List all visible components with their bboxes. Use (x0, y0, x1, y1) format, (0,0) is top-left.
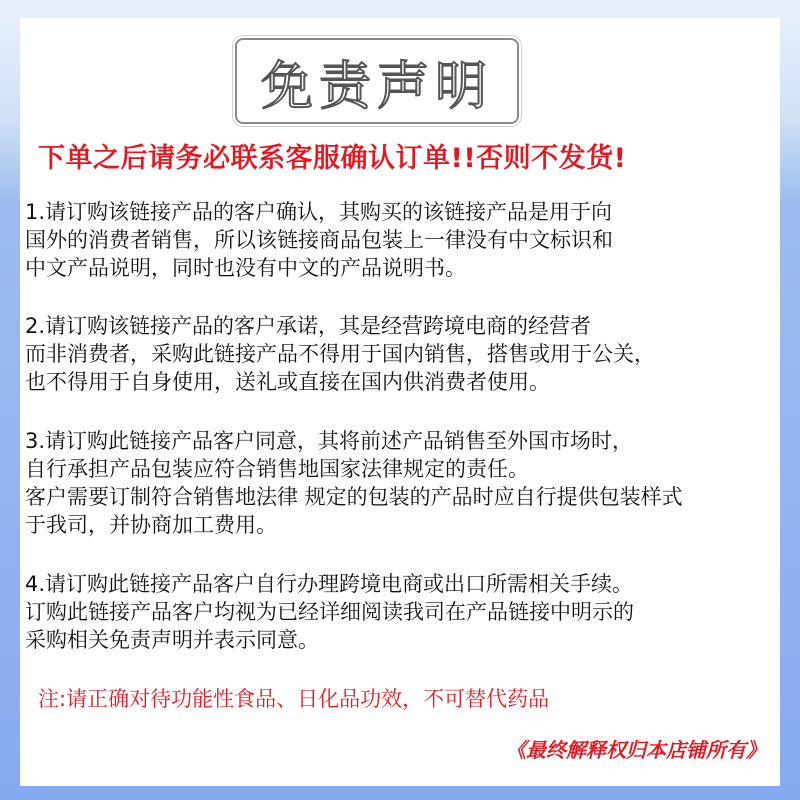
paragraph-line: 于我司，并协商加工费用。 (25, 513, 277, 537)
paragraph-line: 采购相关免责声明并表示同意。 (25, 628, 319, 652)
paragraph-line: 也不得用于自身使用，送礼或直接在国内供消费者使用。 (25, 370, 550, 394)
title-box (235, 38, 519, 124)
paragraph-line: 中文产品说明，同时也没有中文的产品说明书。 (25, 256, 466, 280)
paragraph-3 (25, 427, 780, 539)
paragraph-line: 4.请订购此链接产品客户自行办理跨境电商或出口所需相关手续。 (25, 572, 634, 596)
order-warning: 下单之后请务必联系客服确认订单!!否则不发货! (38, 143, 627, 174)
paragraph-1 (25, 198, 780, 282)
page-title: 免责声明 (260, 56, 493, 117)
footer-text: 《最终解释权归本店铺所有》 (506, 738, 766, 762)
paragraph-line: 订购此链接产品客户均视为已经详细阅读我司在产品链接中明示的 (25, 600, 634, 624)
paragraph-line: 客户需要订制符合销售地法律 规定的包装的产品时应自行提供包装样式 (25, 485, 683, 509)
paragraph-line: 自行承担产品包装应符合销售地国家法律规定的责任。 (25, 457, 529, 481)
paragraph-2 (25, 312, 780, 396)
paragraph-line: 2.请订购该链接产品的客户承诺，其是经营跨境电商的经营者 (25, 314, 592, 338)
paragraph-4 (25, 570, 780, 654)
paragraph-line: 国外的消费者销售，所以该链接商品包装上一律没有中文标识和 (25, 228, 613, 252)
paragraph-line: 3.请订购此链接产品客户同意，其将前述产品销售至外国市场时， (25, 429, 634, 453)
note-text: 注:请正确对待功能性食品、日化品功效，不可替代药品 (38, 687, 550, 711)
paragraph-line: 而非消费者，采购此链接产品不得用于国内销售，搭售或用于公关， (25, 342, 655, 366)
paragraph-line: 1.请订购该链接产品的客户确认，其购买的该链接产品是用于向 (25, 200, 613, 224)
disclaimer-card (20, 18, 780, 786)
